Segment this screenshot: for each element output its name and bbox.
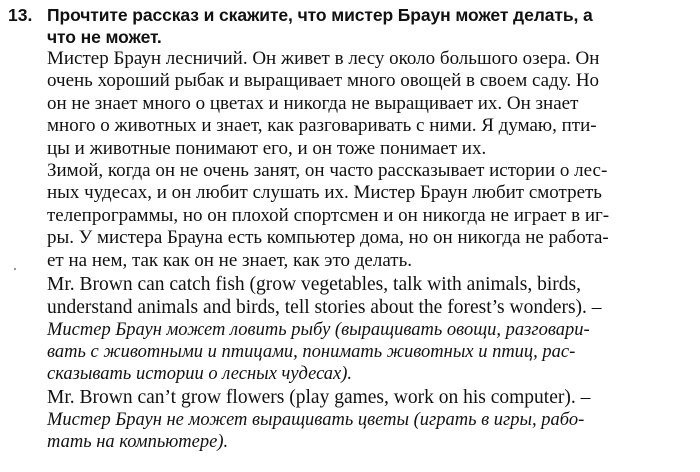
answer-can-english-line-1: Mr. Brown can catch fish (grow vegetables, talk with animals, birds, bbox=[47, 274, 581, 295]
story-line-1: Мистер Браун лесничий. Он живет в лесу около большого озера. Он bbox=[47, 48, 600, 69]
story-line-8: телепрограммы, но он плохой спортсмен и он никогда не играет в иг- bbox=[47, 205, 610, 226]
story-line-7: ных чудесах, и он любит слушать их. Мистер Браун любит смотреть bbox=[47, 182, 602, 203]
task-heading-line-1: Прочтите рассказ и скажите, что мистер Браун может делать, а bbox=[47, 5, 593, 25]
answer-can-english-line-2: understand animals and birds, tell stories about the forest’s wonders). – bbox=[47, 297, 602, 318]
answer-can-russian-line-1: Мистер Браун может ловить рыбу (выращивать овощи, разговари- bbox=[47, 320, 590, 340]
story-line-5: цы и животные понимают его, и он тоже понимает их. bbox=[47, 138, 487, 159]
answer-cannot-russian-line-2: тать на компьютере). bbox=[47, 432, 229, 452]
task-heading-line-2: что не может. bbox=[47, 27, 162, 47]
story-line-4: много о животных и знает, как разговаривать с ними. Я думаю, пти- bbox=[47, 115, 597, 136]
answer-cannot-english-line: Mr. Brown can’t grow flowers (play games, work on his computer). – bbox=[47, 387, 591, 408]
task-number: 13. bbox=[8, 5, 33, 25]
scan-speck bbox=[14, 268, 16, 270]
story-line-6: Зимой, когда он не очень занят, он часто рассказывает истории о лес- bbox=[47, 160, 608, 181]
story-line-9: ры. У мистера Брауна есть компьютер дома, но он никогда не работа- bbox=[47, 227, 609, 248]
story-line-10: ет на нем, так как он не знает, как это делать. bbox=[47, 250, 413, 271]
story-line-3: он не знает много о цветах и никогда не выращивает их. Он знает bbox=[47, 93, 579, 114]
answer-can-russian-line-3: сказывать истории о лесных чудесах). bbox=[47, 364, 353, 384]
answer-cannot-russian-line-1: Мистер Браун не может выращивать цветы (играть в игры, рабо- bbox=[47, 410, 585, 430]
answer-can-russian-line-2: вать с животными и птицами, понимать животных и птиц, рас- bbox=[47, 342, 576, 362]
story-line-2: очень хороший рыбак и выращивает много овощей в своем саду. Но bbox=[47, 70, 600, 91]
